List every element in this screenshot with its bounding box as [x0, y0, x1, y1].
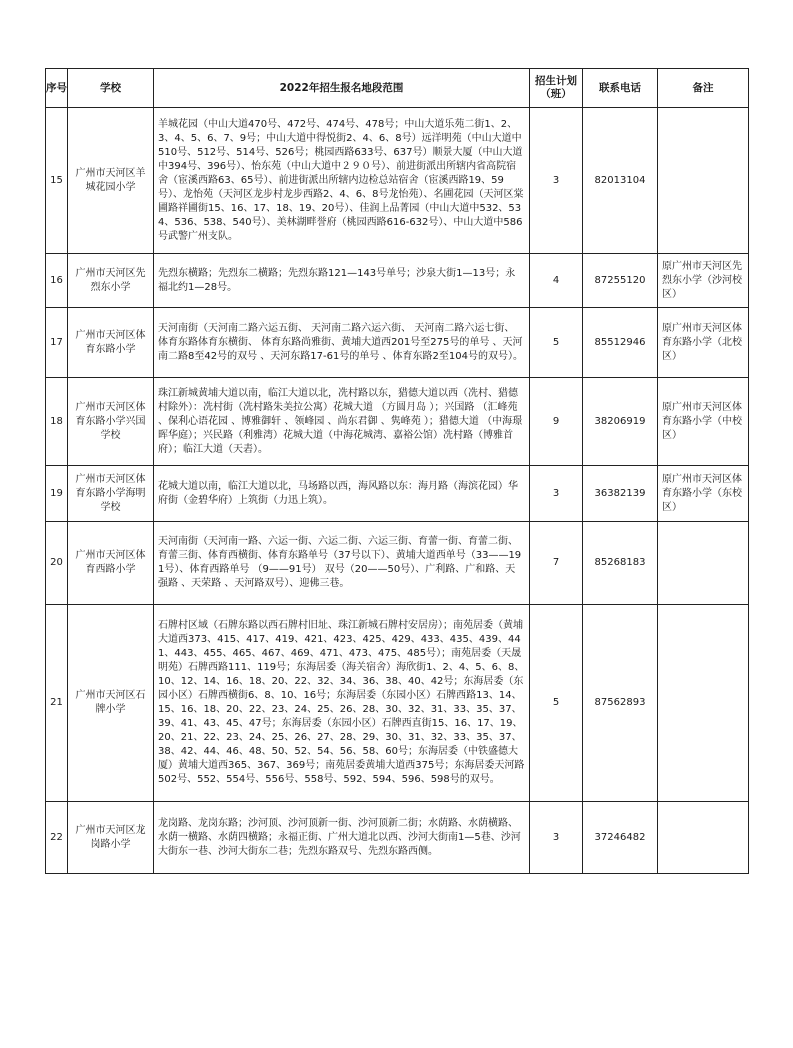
contact-phone: 85268183 — [583, 522, 658, 605]
contact-phone: 82013104 — [583, 108, 658, 254]
row-number: 21 — [46, 605, 68, 802]
enrollment-plan: 3 — [530, 466, 583, 522]
header-phone: 联系电话 — [583, 69, 658, 108]
row-number: 17 — [46, 308, 68, 378]
header-no: 序号 — [46, 69, 68, 108]
school-name: 广州市天河区体育西路小学 — [68, 522, 154, 605]
header-plan: 招生计划（班） — [530, 69, 583, 108]
enrollment-plan: 3 — [530, 802, 583, 874]
remark — [658, 522, 749, 605]
contact-phone: 85512946 — [583, 308, 658, 378]
contact-phone: 38206919 — [583, 378, 658, 466]
enrollment-range: 先烈东横路；先烈东二横路；先烈东路121—143号单号；沙泉大街1—13号；永福北约1—28号。 — [154, 254, 530, 308]
remark — [658, 605, 749, 802]
table-row — [46, 466, 749, 522]
enrollment-range: 花城大道以南，临江大道以北，马场路以西，海风路以东：海月路（海滨花园）华府街（金碧华府）上筑街（力迅上筑）。 — [154, 466, 530, 522]
school-name: 广州市天河区体育东路小学 — [68, 308, 154, 378]
table-row — [46, 605, 749, 802]
contact-phone: 87255120 — [583, 254, 658, 308]
remark — [658, 108, 749, 254]
enrollment-plan: 5 — [530, 308, 583, 378]
school-name: 广州市天河区龙岗路小学 — [68, 802, 154, 874]
enrollment-plan: 4 — [530, 254, 583, 308]
remark: 原广州市天河区先烈东小学（沙河校区） — [658, 254, 749, 308]
row-number: 20 — [46, 522, 68, 605]
enrollment-table — [45, 68, 749, 874]
table-header-row — [46, 69, 749, 108]
row-number: 19 — [46, 466, 68, 522]
header-school: 学校 — [68, 69, 154, 108]
enrollment-range: 天河南街（天河南一路、六运一街、六运二街、六运三街、育蕾一街、育蕾二街、育蕾三街、体育西横街、体育东路单号（37号以下）、黄埔大道西单号（33——191号）、体育西路单号 （9——91号） 双号（20——50号）、广利路、广和路、天强路 、天荣路 、天河路双号）、迎佛三巷。 — [154, 522, 530, 605]
enrollment-plan: 5 — [530, 605, 583, 802]
row-number: 18 — [46, 378, 68, 466]
school-name: 广州市天河区体育东路小学兴国学校 — [68, 378, 154, 466]
remark: 原广州市天河区体育东路小学（北校区） — [658, 308, 749, 378]
header-range: 2022年招生报名地段范围 — [154, 69, 530, 108]
table-row — [46, 254, 749, 308]
enrollment-plan: 7 — [530, 522, 583, 605]
contact-phone: 87562893 — [583, 605, 658, 802]
enrollment-range: 珠江新城黄埔大道以南，临江大道以北，冼村路以东，猎德大道以西（冼村、猎德村除外）：冼村街（冼村路朱美拉公寓）花城大道 （方圆月岛 ）；兴国路 （汇峰苑 、保利心语花园 、博雅御轩 、领峰园 、尚东君御 、隽峰苑 ）；猎德大道 （中海璟晖华庭）；兴民路（利雅湾）花城大道（中海花城湾、嘉裕公馆）冼村路（博雅首府）；临江大道（天砉）。 — [154, 378, 530, 466]
contact-phone: 37246482 — [583, 802, 658, 874]
header-note: 备注 — [658, 69, 749, 108]
school-name: 广州市天河区羊城花园小学 — [68, 108, 154, 254]
row-number: 15 — [46, 108, 68, 254]
table-row — [46, 522, 749, 605]
table-row — [46, 802, 749, 874]
row-number: 22 — [46, 802, 68, 874]
table-row — [46, 108, 749, 254]
enrollment-range: 石牌村区域（石牌东路以西石牌村旧址、珠江新城石牌村安居房）；南苑居委（黄埔大道西373、415、417、419、421、423、425、429、433、435、439、441、443、455、465、467、469、471、473、475、485号）；南苑居委（天晟明苑）石牌西路111、119号；东海居委（海关宿舍）海欣街1、2、4、5、6、8、10、12、14、16、18、20、22、32、34、36、38、40、42号；东海居委（东园小区）石牌西横街6、8、10、16号；东海居委（东园小区）石牌西路13、14、15、16、18、20、22、23、24、25、26、28、30、32、31、33、35、37、39、41、43、45、47号；东海居委（东园小区）石牌西直街15、16、17、19、20、21、22、23、24、25、26、27、28、29、30、31、32、33、35、37、38、42、44、46、48、50、52、54、56、58、60号；东海居委（中铁盛德大厦）黄埔大道西365、367、369号；南苑居委黄埔大道西375号；东海居委天河路502号、552、554号、556号、558号、592、594、596、598号的双号。 — [154, 605, 530, 802]
enrollment-range: 天河南街（天河南二路六运五街、 天河南二路六运六街、 天河南二路六运七街、 体育东路体育东横街、 体育东路尚雅街、黄埔大道西201号至275号的单号 、天河南二路8至42号的双号 、天河东路17-61号的单号 、体育东路2至104号的双号）。 — [154, 308, 530, 378]
enrollment-range: 羊城花园（中山大道470号、472号、474号、478号；中山大道乐苑二街1、2、3、4、5、6、7、9号；中山大道中得悦街2、4、6、8号）远洋明苑（中山大道中510号、512号、514号、526号；桃园西路633号、637号）顺景大厦（中山大道中394号、396号）、怡东苑（中山大道中２９０号）、前进街派出所辖内省高院宿舍（宦溪西路63、65号）、前进街派出所辖内边检总站宿舍（宦溪西路19、59号）、龙怡苑（天河区龙步村龙步西路2、4、6、8号龙怡苑）、名圃花园（天河区棠圃路祥圃街15、16、17、18、19、20号）、佳润上品菁园（中山大道中532、534、536、538、540号）、美林湖畔誉府（桃园西路616-632号）、中山大道中586号武警广州支队。 — [154, 108, 530, 254]
enrollment-plan: 3 — [530, 108, 583, 254]
enrollment-plan: 9 — [530, 378, 583, 466]
contact-phone: 36382139 — [583, 466, 658, 522]
school-name: 广州市天河区体育东路小学海明学校 — [68, 466, 154, 522]
row-number: 16 — [46, 254, 68, 308]
enrollment-range: 龙岗路、龙岗东路；沙河顶、沙河顶新一街、沙河顶新二街；水荫路、水荫横路、水荫一横路、水荫四横路；永福正街、广州大道北以西、沙河大街南1—5巷、沙河大街东一巷、沙河大街东二巷；先烈东路双号、先烈东路西侧。 — [154, 802, 530, 874]
school-name: 广州市天河区石牌小学 — [68, 605, 154, 802]
table-row — [46, 378, 749, 466]
school-name: 广州市天河区先烈东小学 — [68, 254, 154, 308]
table-row — [46, 308, 749, 378]
remark: 原广州市天河区体育东路小学（东校区） — [658, 466, 749, 522]
remark — [658, 802, 749, 874]
remark: 原广州市天河区体育东路小学（中校区） — [658, 378, 749, 466]
